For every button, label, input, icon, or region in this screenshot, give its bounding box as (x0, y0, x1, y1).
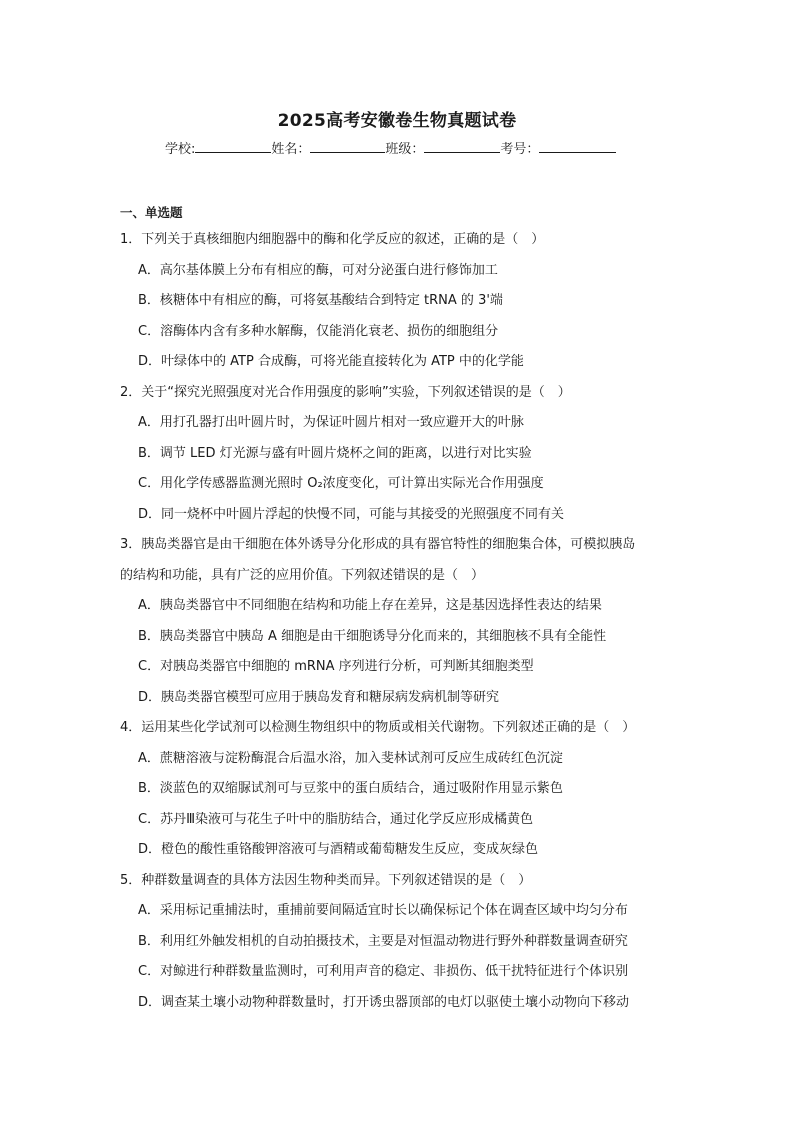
question-stem: 2．关于“探究光照强度对光合作用强度的影响”实验，下列叙述错误的是（ ） (120, 384, 571, 400)
school-blank (195, 140, 271, 153)
option-d: D．胰岛类器官模型可应用于胰岛发育和糖尿病发病机制等研究 (138, 689, 500, 705)
class-blank (424, 140, 500, 153)
option-c: C．苏丹Ⅲ染液可与花生子叶中的脂肪结合，通过化学反应形成橘黄色 (138, 811, 534, 827)
question-stem: 1．下列关于真核细胞内细胞器中的酶和化学反应的叙述，正确的是（ ） (120, 232, 545, 247)
option-c: C．对胰岛类器官中细胞的 mRNA 序列进行分析，可判断其细胞类型 (138, 659, 534, 674)
option-d: D．同一烧杯中叶圆片浮起的快慢不同，可能与其接受的光照强度不同有关 (138, 506, 565, 522)
exam-title: 2025高考安徽卷生物真题试卷 (277, 111, 517, 131)
option-d: D．橙色的酸性重铬酸钾溶液可与酒精或葡萄糖发生反应，变成灰绿色 (138, 842, 539, 857)
option-d: D．调查某土壤小动物种群数量时，打开诱虫器顶部的电灯以驱使土壤小动物向下移动 (138, 994, 630, 1010)
option-b: B．胰岛类器官中胰岛 A 细胞是由干细胞诱导分化而来的，其细胞核不具有全能性 (138, 628, 607, 644)
exam-number-label: 考号： (500, 142, 540, 157)
option-b: B．利用红外触发相机的自动拍摄技术，主要是对恒温动物进行野外种群数量调查研究 (138, 933, 628, 949)
question-2 (120, 378, 680, 531)
exam-number-blank (539, 140, 616, 153)
option-c: C．溶酶体内含有多种水解酶，仅能消化衰老、损伤的细胞组分 (138, 323, 499, 339)
name-label: 姓名： (271, 142, 311, 157)
question-4 (120, 713, 680, 866)
option-c: C．用化学传感器监测光照时 O₂浓度变化，可计算出实际光合作用强度 (138, 476, 544, 491)
question-stem: 5．种群数量调查的具体方法因生物种类而异。下列叙述错误的是（ ） (120, 872, 532, 888)
question-stem: 4．运用某些化学试剂可以检测生物组织中的物质或相关代谢物。下列叙述正确的是（ ） (120, 720, 636, 735)
student-info-line (165, 138, 616, 157)
option-a: A．用打孔器打出叶圆片时，为保证叶圆片相对一致应避开大的叶脉 (138, 415, 524, 430)
question-list (120, 225, 680, 1018)
question-5 (120, 866, 680, 1019)
option-b: B．淡蓝色的双缩脲试剂可与豆浆中的蛋白质结合，通过吸附作用显示紫色 (138, 781, 563, 796)
option-a: A．蔗糖溶液与淀粉酶混合后温水浴，加入斐林试剂可反应生成砖红色沉淀 (138, 750, 563, 766)
option-b: B．调节 LED 灯光源与盛有叶圆片烧杯之间的距离，以进行对比实验 (138, 445, 532, 461)
question-stem-line-2: 的结构和功能，具有广泛的应用价值。下列叙述错误的是（ ） (120, 567, 485, 583)
option-a: A．高尔基体膜上分布有相应的酶，可对分泌蛋白进行修饰加工 (138, 262, 498, 278)
question-3 (120, 530, 680, 713)
option-a: A．采用标记重捕法时，重捕前要间隔适宜时长以确保标记个体在调查区域中均匀分布 (138, 903, 628, 918)
option-b: B．核糖体中有相应的酶，可将氨基酸结合到特定 tRNA 的 3'端 (138, 293, 503, 308)
question-stem-line-1: 3．胰岛类器官是由干细胞在体外诱导分化形成的具有器官特性的细胞集合体，可模拟胰岛 (120, 537, 636, 552)
school-label: 学校: (165, 142, 196, 157)
name-blank (310, 140, 385, 153)
class-label: 班级： (385, 142, 425, 157)
option-c: C．对鲸进行种群数量监测时，可利用声音的稳定、非损伤、低干扰特征进行个体识别 (138, 964, 629, 979)
option-d: D．叶绿体中的 ATP 合成酶，可将光能直接转化为 ATP 中的化学能 (138, 354, 524, 369)
question-1 (120, 225, 680, 378)
option-a: A．胰岛类器官中不同细胞在结构和功能上存在差异，这是基因选择性表达的结果 (138, 598, 602, 613)
section-heading: 一、单选题 (120, 205, 183, 220)
